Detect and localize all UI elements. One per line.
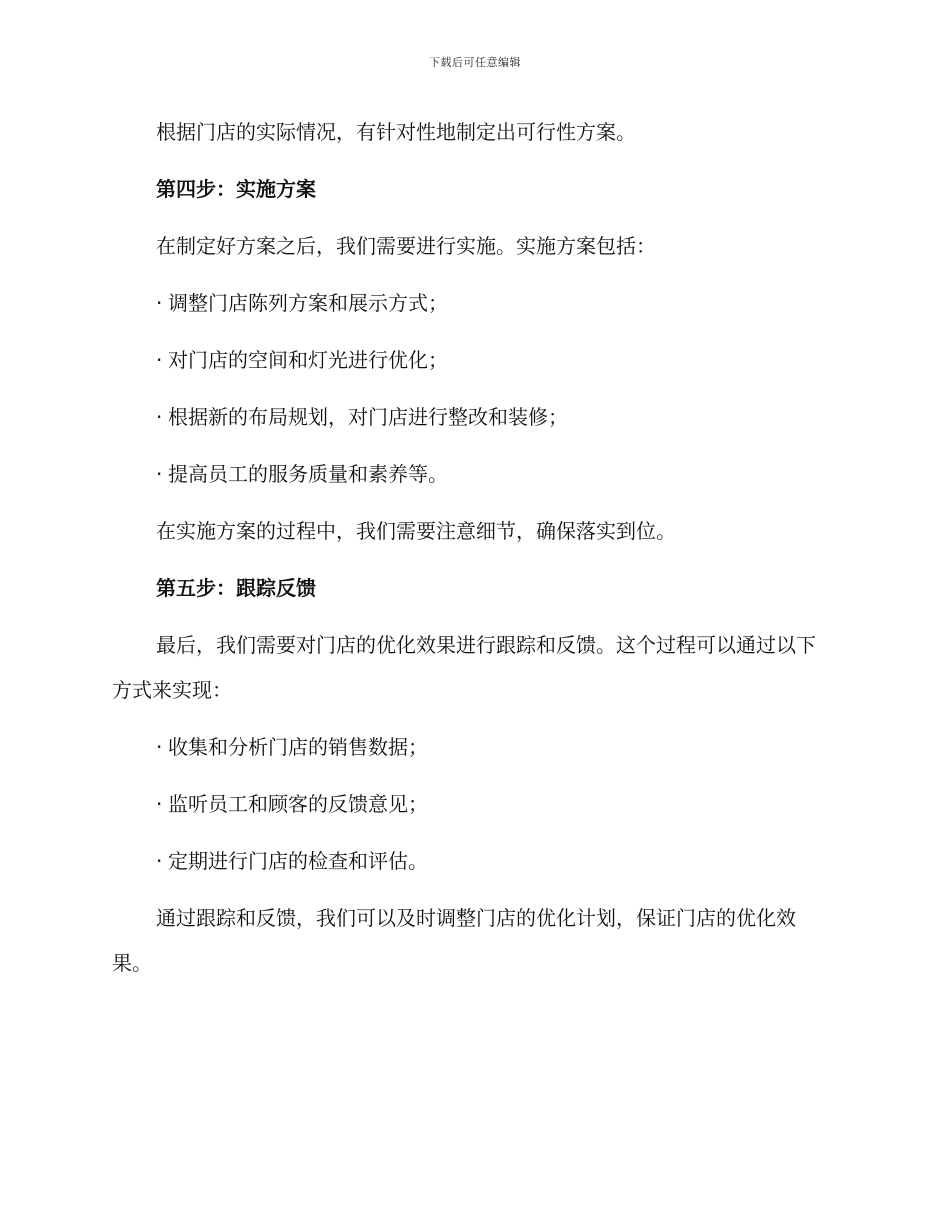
paragraph-attention-to-detail: 在实施方案的过程中，我们需要注意细节，确保落实到位。 <box>156 519 676 543</box>
list-item-text: 提高员工的服务质量和素养等。 <box>168 462 448 486</box>
paragraph-conclusion: 通过跟踪和反馈，我们可以及时调整门店的优化计划，保证门店的优化效果。 <box>112 906 796 975</box>
list-item <box>112 395 832 440</box>
list-item <box>112 725 832 770</box>
bullet-icon: · <box>156 405 163 429</box>
section-heading-step-five: 第五步：跟踪反馈 <box>156 576 316 600</box>
list-item-text: 监听员工和顾客的反馈意见； <box>168 792 428 816</box>
page-header: 下载后可任意编辑 <box>429 56 521 69</box>
paragraph-implementation-intro: 在制定好方案之后，我们需要进行实施。实施方案包括： <box>156 234 656 258</box>
list-item-text: 根据新的布局规划，对门店进行整改和装修； <box>168 405 568 429</box>
paragraph-tracking-intro: 最后，我们需要对门店的优化效果进行跟踪和反馈。这个过程可以通过以下方式来实现： <box>112 633 816 702</box>
document-body <box>112 110 832 998</box>
bullet-icon: · <box>156 735 163 759</box>
list-item <box>112 782 832 827</box>
section-heading-step-four: 第四步：实施方案 <box>156 177 316 201</box>
bullet-icon: · <box>156 291 163 315</box>
list-item <box>112 839 832 884</box>
list-item-text: 定期进行门店的检查和评估。 <box>168 849 428 873</box>
paragraph-plan-intro: 根据门店的实际情况，有针对性地制定出可行性方案。 <box>156 120 636 144</box>
bullet-icon: · <box>156 348 163 372</box>
list-item-text: 收集和分析门店的销售数据； <box>168 735 428 759</box>
bullet-icon: · <box>156 462 163 486</box>
list-item <box>112 452 832 497</box>
list-item <box>112 338 832 383</box>
list-item-text: 对门店的空间和灯光进行优化； <box>168 348 448 372</box>
bullet-icon: · <box>156 792 163 816</box>
bullet-icon: · <box>156 849 163 873</box>
list-item <box>112 281 832 326</box>
list-item-text: 调整门店陈列方案和展示方式； <box>168 291 448 315</box>
